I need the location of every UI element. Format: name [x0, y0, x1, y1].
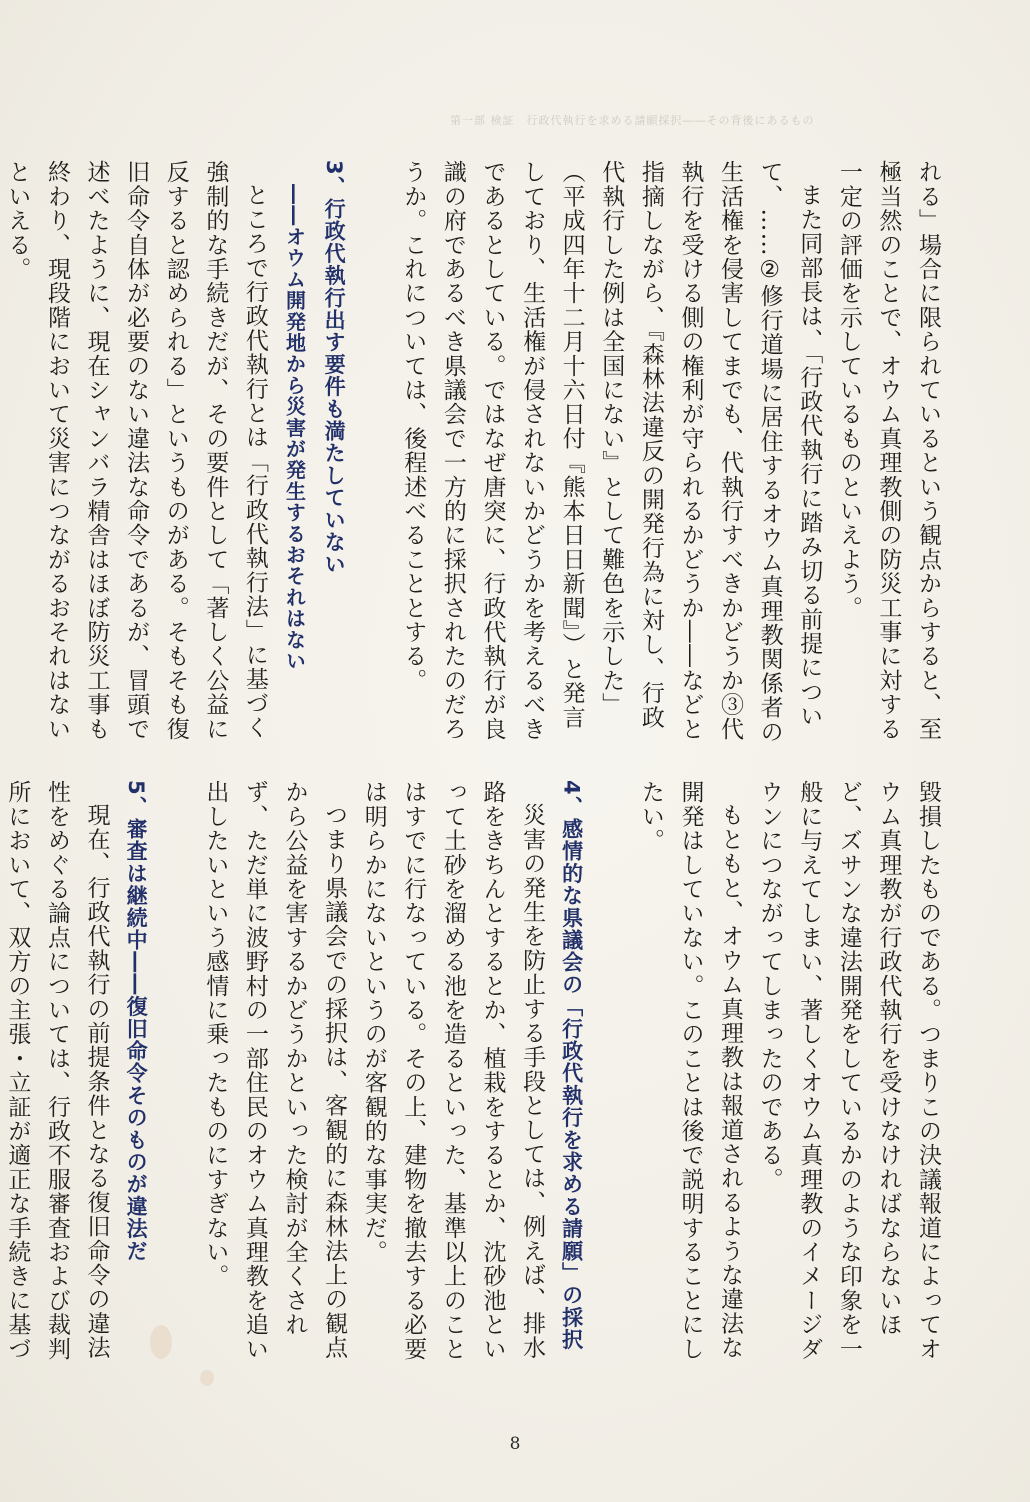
section-heading: 5、審査は継続中――復旧命令そのものが違法だ — [124, 780, 149, 1263]
section-heading: 4、感情的な県議会の「行政代執行を求める請願」の採択 — [559, 780, 584, 1351]
body-paragraph: 毀損したものである。つまりこの決議報道によってオウム真理教が行政代執行を受けなければならないほど、ズサンな違法開発をしているかのような印象を一般に与えてしまい、著しくオウム真理教のイメージダウンにつながってしまったのである。 — [756, 780, 941, 1361]
body-paragraph: また同部長は、「行政代執行に踏み切る前提について、……②修行道場に居住するオウム真理教関係者の生活権を侵害してまでも、代執行すべきかどうか③代執行を受ける側の権利が守られるかどうか――などと指摘しながら、『森林法違反の開発行為に対し、行政代執行した例は全国にない』として難色を示した」（平成四年十二月十六日付『熊本日日新聞』）と発言しており、生活権が侵されないかどうかを考えるべきであるとしている。ではなぜ唐突に、行政代執行が良識の府であるべき県議会で一方的に採択されたのだろうか。これについては、後程述べることとする。 — [400, 160, 823, 744]
body-paragraph: れる」場合に限られているという観点からすると、至極当然のことで、オウム真理教側の防災工事に対する一定の評価を示しているものといえよう。 — [835, 160, 941, 741]
section-heading: 3、行政代執行出す要件も満たしていない — [322, 160, 347, 576]
paragraph-spacer — [591, 780, 631, 1380]
body-paragraph: ところで行政代執行とは「行政代執行法」に基づく強制的な手続きだが、その要件として「著しく公益に反すると認められる」というものがある。そもそも復旧命令自体が必要のない違法な命令であるが、冒頭で述べたように、現在シャンバラ精舎はほぼ防災工事も終わり、現段階において災害につながるおそれはないといえる。 — [4, 160, 268, 741]
body-paragraph: つまり県議会での採択は、客観的に森林法上の観点から公益を害するかどうかといった検討が全くされず、ただ単に波野村の一部住民のオウム真理教を追い出したいという感情に乗ったものにすぎない。 — [202, 780, 348, 1361]
upper-text-block — [4, 160, 947, 750]
body-paragraph: 災害の発生を防止する手段としては、例えば、排水路をきちんとするとか、植栽をするとか、沈砂池といって土砂を溜める池を造るといった、基準以上のことはすでに行なっている。その上、建物を撤去する必要は明らかにないというのが客観的な事実だ。 — [360, 780, 546, 1361]
paper-stain — [200, 1370, 214, 1386]
paper-stain — [150, 1325, 172, 1359]
section-subheading: ――オウム開発地から災害が発生するおそれはない — [282, 184, 307, 672]
body-paragraph: 現在、行政代執行の前提条件となる復旧命令の違法性をめぐる論点については、行政不服審査および裁判所において、双方の主張・立証が適正な手続きに基づ — [4, 780, 110, 1361]
paragraph-spacer — [353, 160, 393, 750]
body-paragraph: もともと、オウム真理教は報道されるような違法な開発はしていない。このことは後で説明することにしたい。 — [637, 780, 744, 1361]
paragraph-spacer — [155, 780, 195, 1380]
running-head: 第一部 検証 行政代執行を求める請願採択――その背後にあるもの — [450, 114, 815, 127]
page-number: 8 — [509, 1434, 521, 1454]
lower-text-block — [4, 780, 947, 1380]
